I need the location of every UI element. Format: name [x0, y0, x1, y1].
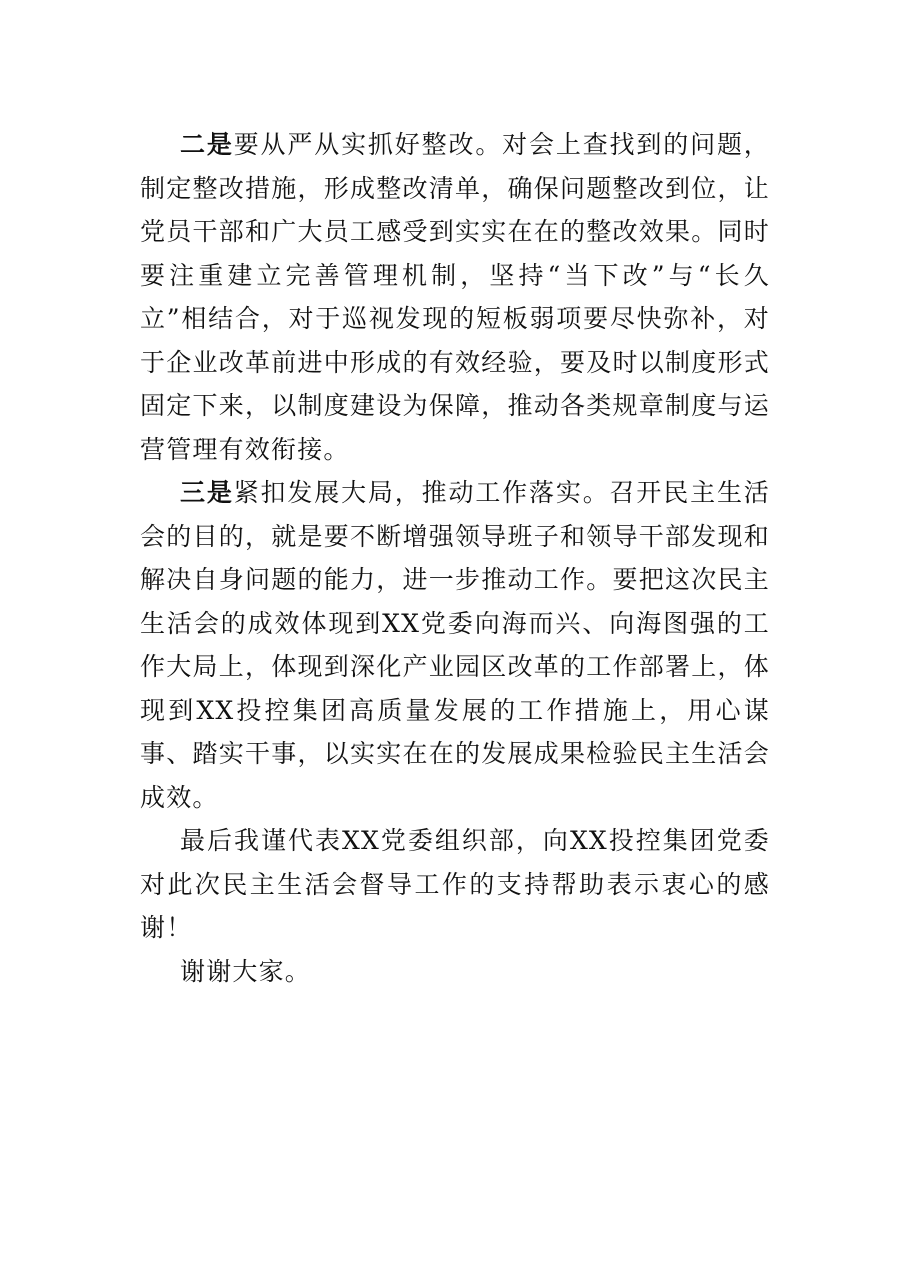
paragraph-thanks — [140, 819, 770, 950]
document-body — [140, 123, 770, 993]
paragraph-text: 紧扣发展大局，推动工作落实。召开民主生活会的目的，就是要不断增强领导班子和领导干部发现和解决自身问题的能力，进一步推动工作。要把这次民主生活会的成效体现到XX党委向海而兴、向海图强的工作大局上，体现到深化产业园区改革的工作部署上，体现到XX投控集团高质量发展的工作措施上，用心谋事、踏实干事，以实实在在的发展成果检验民主生活会成效。 — [140, 478, 770, 812]
paragraph-text: 最后我谨代表XX党委组织部，向XX投控集团党委对此次民主生活会督导工作的支持帮助表示衷心的感谢！ — [140, 826, 770, 942]
paragraph-development — [140, 471, 770, 819]
paragraph-rectification — [140, 123, 770, 471]
paragraph-closing — [140, 950, 770, 994]
paragraph-text: 谢谢大家。 — [180, 956, 312, 986]
paragraph-text: 要从严从实抓好整改。对会上查找到的问题，制定整改措施，形成整改清单，确保问题整改到位，让党员干部和广大员工感受到实实在在的整改效果。同时要注重建立完善管理机制，坚持“当下改”与“长久立”相结合，对于巡视发现的短板弱项要尽快弥补，对于企业改革前进中形成的有效经验，要及时以制度形式固定下来，以制度建设为保障，推动各类规章制度与运营管理有效衔接。 — [140, 130, 770, 464]
paragraph-lead: 二是 — [180, 130, 234, 159]
paragraph-lead: 三是 — [180, 478, 234, 507]
